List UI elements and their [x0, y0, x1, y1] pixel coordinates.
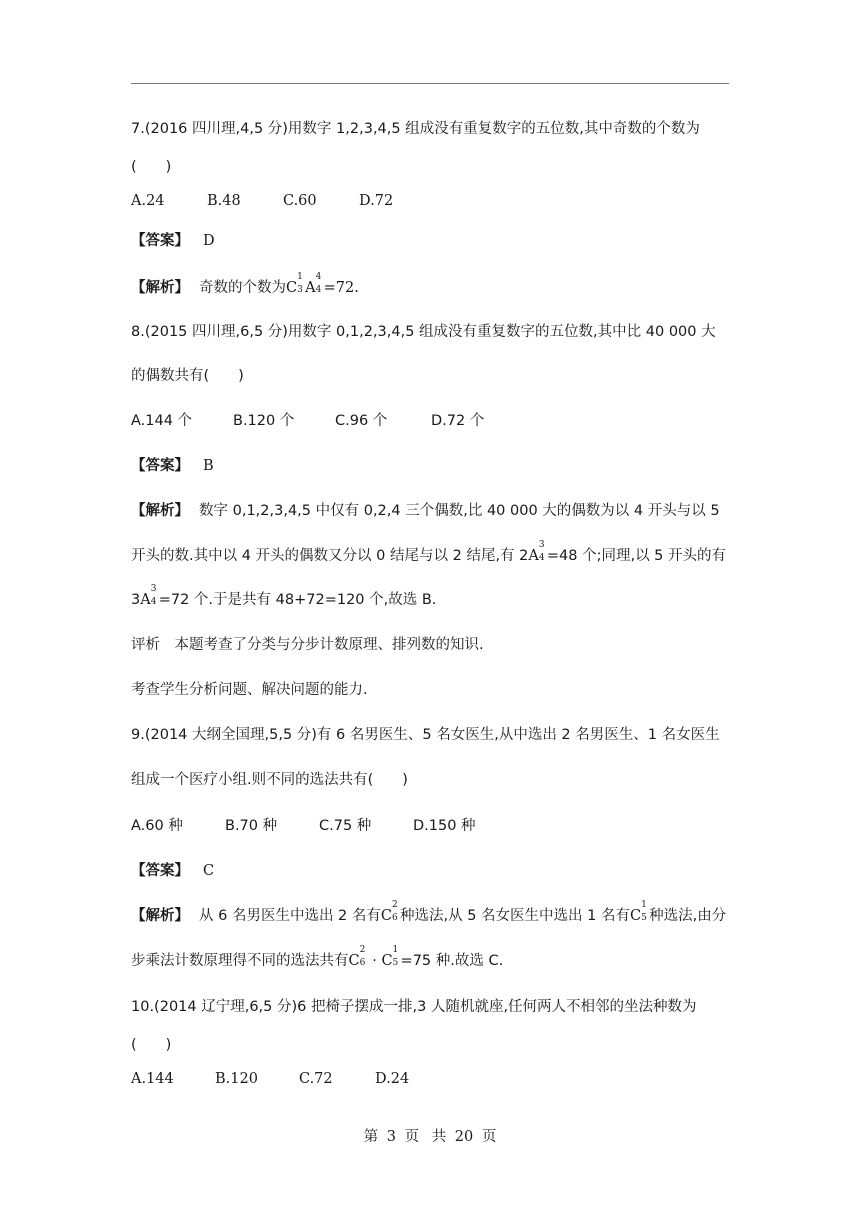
q8-option-a: A.144 个: [131, 413, 193, 429]
q8-stem-cont: 的偶数共有( ): [131, 368, 244, 384]
q10-option-b: B.120: [215, 1071, 258, 1087]
q10-option-c: C.72: [299, 1071, 333, 1087]
arrangement-symbol: A: [305, 280, 316, 296]
q8-analysis: 【解析】 数字 0,1,2,3,4,5 中仅有 0,2,4 三个偶数,比 40 000 大的偶数为以 4 开头与以 5: [131, 503, 720, 519]
q8-answer: [131, 456, 214, 476]
q9-answer-value: C: [203, 863, 215, 879]
q10-blank: ( ): [131, 1037, 172, 1053]
q8-analysis-line3: 3A 3 4 =72 个.于是共有 48+72=120 个,故选 B.: [131, 584, 437, 608]
q9-stem-cont: 组成一个医疗小组.则不同的选法共有( ): [131, 772, 408, 788]
q9-options: [131, 816, 476, 836]
combination-symbol: C: [286, 280, 298, 296]
q7-analysis: 【解析】 奇数的个数为C 1 3 A 4 4 =72.: [131, 272, 359, 296]
q9-answer: [131, 861, 214, 881]
answer-label: 【答案】: [131, 233, 189, 249]
page-number: 3: [386, 1129, 396, 1145]
q7-option-d: D.72: [359, 193, 394, 209]
q10-options: [131, 1069, 409, 1089]
q8-option-d: D.72 个: [431, 413, 485, 429]
analysis-label: 【解析】: [131, 503, 189, 519]
q9-analysis-line2: 步乘法计数原理得不同的选法共有C 2 6 · C 1 5 =75 种.故选 C.: [131, 945, 504, 969]
q8-option-b: B.120 个: [233, 413, 295, 429]
q8-answer-value: B: [203, 458, 214, 474]
q7-analysis-text: 奇数的个数为: [199, 280, 286, 296]
q7-option-b: B.48: [207, 193, 241, 209]
q7-stem: 7.(2016 四川理,4,5 分)用数字 1,2,3,4,5 组成没有重复数字的五位数,其中奇数的个数为: [131, 121, 700, 137]
q7-answer-value: D: [203, 233, 215, 249]
q7-option-c: C.60: [283, 193, 317, 209]
q9-option-d: D.150 种: [413, 818, 476, 834]
total-pages: 20: [454, 1129, 474, 1145]
analysis-label: 【解析】: [131, 908, 189, 924]
q9-analysis: 【解析】 从 6 名男医生中选出 2 名有C 2 6 种选法,从 5 名女医生中选出 1 名有C 1 5 种选法,由分: [131, 900, 727, 924]
q8-option-c: C.96 个: [335, 413, 388, 429]
answer-label: 【答案】: [131, 863, 189, 879]
q8-options: [131, 411, 484, 431]
q8-comment-line2: 考查学生分析问题、解决问题的能力.: [131, 682, 368, 698]
q7-option-a: A.24: [131, 193, 165, 209]
q9-option-c: C.75 种: [319, 818, 372, 834]
q10-stem: 10.(2014 辽宁理,6,5 分)6 把椅子摆成一排,3 人随机就座,任何两人不相邻的坐法种数为: [131, 999, 697, 1015]
header-rule: [131, 83, 729, 84]
q9-stem: 9.(2014 大纲全国理,5,5 分)有 6 名男医生、5 名女医生,从中选出 2 名男医生、1 名女医生: [131, 727, 720, 743]
q8-comment: 评析 本题考查了分类与分步计数原理、排列数的知识.: [131, 637, 484, 653]
q10-option-a: A.144: [131, 1071, 174, 1087]
q9-option-a: A.60 种: [131, 818, 183, 834]
page-footer: 第 3 页 共 20 页: [363, 1129, 497, 1145]
q8-analysis-line2: 开头的数.其中以 4 开头的偶数又分以 0 结尾与以 2 结尾,有 2A 3 4 =48 个;同理,以 5 开头的有: [131, 540, 727, 564]
q9-option-b: B.70 种: [225, 818, 278, 834]
q8-stem: 8.(2015 四川理,6,5 分)用数字 0,1,2,3,4,5 组成没有重复数字的五位数,其中比 40 000 大: [131, 324, 716, 340]
q10-option-d: D.24: [375, 1071, 410, 1087]
q7-blank: ( ): [131, 159, 172, 175]
analysis-label: 【解析】: [131, 280, 189, 296]
q7-answer: [131, 231, 215, 251]
q7-options: [131, 191, 393, 211]
answer-label: 【答案】: [131, 458, 189, 474]
